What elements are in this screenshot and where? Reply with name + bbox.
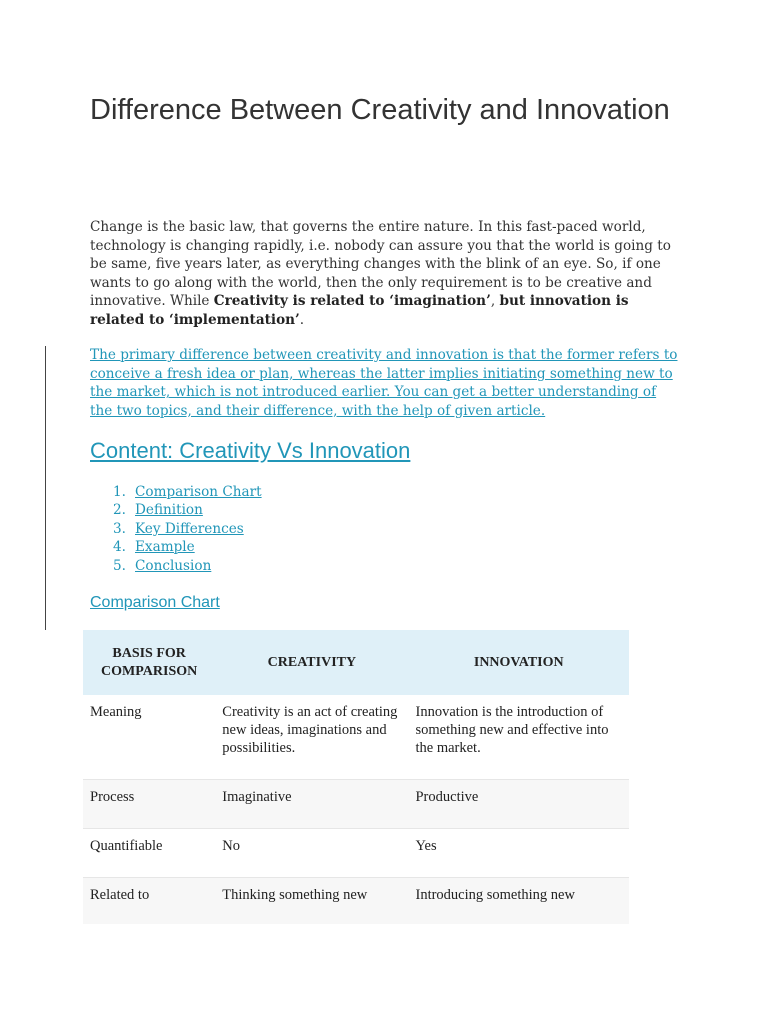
toc-label: Comparison Chart <box>135 484 262 500</box>
table-of-contents <box>113 483 262 575</box>
header-creativity: CREATIVITY <box>215 630 408 695</box>
toc-item-example[interactable] <box>113 538 262 556</box>
intro-paragraph <box>90 218 680 329</box>
intro-text-2: , <box>490 293 500 309</box>
innovation-cell: Innovation is the introduction of something new and effective into the market. <box>408 695 629 780</box>
summary-link-paragraph[interactable]: The primary difference between creativity and innovation is that the former refers to conceive a fresh idea or plan, whereas the latter implies initiating something new to the market, which is not introduced earlier. You can get a better understanding of the two topics, and their difference, with the help of given article. <box>90 347 678 419</box>
toc-number: 1. <box>113 484 126 500</box>
table-row <box>83 829 629 878</box>
toc-number: 2. <box>113 502 126 519</box>
table-row <box>83 695 629 780</box>
toc-label: Example <box>135 539 195 556</box>
row-label: Quantifiable <box>83 829 215 878</box>
row-label: Meaning <box>83 695 215 780</box>
innovation-cell: Introducing something new <box>408 878 629 925</box>
toc-number: 3. <box>113 520 126 537</box>
intro-bold-creativity: Creativity is related to ‘imagination’ <box>213 293 491 309</box>
comparison-table <box>83 630 629 924</box>
row-label: Related to <box>83 878 215 925</box>
page-title: Difference Between Creativity and Innovation <box>90 94 670 126</box>
toc-item-key-differences[interactable] <box>113 520 262 538</box>
table-row <box>83 780 629 829</box>
header-basis: BASIS FOR COMPARISON <box>83 630 215 695</box>
table-header-row <box>83 630 629 695</box>
comparison-chart-heading-link[interactable]: Comparison Chart <box>90 594 220 611</box>
creativity-cell: Imaginative <box>215 780 408 829</box>
margin-marker-line <box>45 346 46 630</box>
intro-bold-innovation: but innovation is related to ‘implementation’ <box>90 293 629 328</box>
creativity-cell: Creativity is an act of creating new ideas, imaginations and possibilities. <box>215 695 408 780</box>
toc-item-definition[interactable] <box>113 501 262 519</box>
toc-number: 5. <box>113 557 126 574</box>
content-heading-link[interactable]: Content: Creativity Vs Innovation <box>90 438 411 463</box>
table-row <box>83 878 629 925</box>
creativity-cell: No <box>215 829 408 878</box>
toc-number: 4. <box>113 539 126 556</box>
toc-label: Conclusion <box>135 557 212 574</box>
innovation-cell: Productive <box>408 780 629 829</box>
innovation-cell: Yes <box>408 829 629 878</box>
intro-text-1: Change is the basic law, that governs the entire nature. In this fast-paced world, technology is changing rapidly, i.e. nobody can assure you that the world is going to be same, five years later, as everything changes with the blink of an eye. So, if one wants to go along with the world, then the only requirement is to be creative and innovative. While <box>90 219 671 309</box>
creativity-cell: Thinking something new <box>215 878 408 925</box>
toc-item-comparison-chart[interactable] <box>113 483 262 501</box>
intro-text-3: . <box>299 311 305 328</box>
header-innovation: INNOVATION <box>408 630 629 695</box>
toc-item-conclusion[interactable] <box>113 557 262 575</box>
toc-label: Key Differences <box>135 520 244 537</box>
row-label: Process <box>83 780 215 829</box>
toc-label: Definition <box>135 502 203 519</box>
